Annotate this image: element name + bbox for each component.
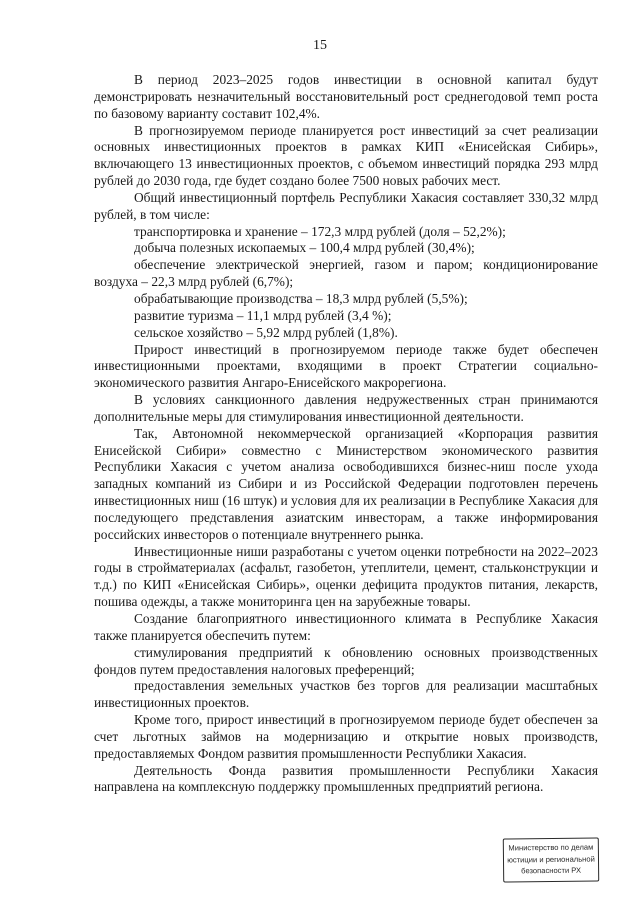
paragraph-portfolio-total: Общий инвестиционный портфель Республики Хакасия составляет 330,32 млрд рублей, в том числе: bbox=[94, 189, 598, 222]
paragraph-sanctions: В условиях санкционного давления недружественных стран принимаются дополнительные меры для стимулирования инвестиционной деятельности. bbox=[94, 392, 598, 424]
stamp-line-2: юстиции и региональной bbox=[507, 854, 595, 864]
list-item-agriculture: сельское хозяйство – 5,92 млрд рублей (1,8%). bbox=[134, 324, 398, 340]
list-item-manufacturing: обрабатывающие производства – 18,3 млрд рублей (5,5%); bbox=[134, 290, 468, 306]
paragraph-macroregion-strategy: Прирост инвестиций в прогнозируемом периоде также будет обеспечен инвестиционными проектами, входящими в проект Стратегии социально-экономического развития Ангаро-Енисейского макрорегиона. bbox=[94, 341, 598, 391]
paragraph-climate: Создание благоприятного инвестиционного климата в Республике Хакасия также планируется обеспечить путем: bbox=[94, 611, 598, 643]
paragraph-investment-growth: В период 2023–2025 годов инвестиции в основной капитал будут демонстрировать незначительный восстановительный рост среднегодовой темп роста по базовому варианту составит 102,4%. bbox=[94, 72, 598, 121]
page-number: 15 bbox=[313, 38, 327, 53]
list-item-energy: обеспечение электрической энергией, газом и паром; кондиционирование воздуха – 22,3 млрд рублей (6,7%); bbox=[94, 257, 598, 290]
paragraph-fund-activity: Деятельность Фонда развития промышленности Республики Хакасия направлена на комплексную поддержку промышленных предприятий региона. bbox=[94, 762, 598, 795]
ministry-stamp bbox=[503, 837, 599, 882]
list-item-tourism: развитие туризма – 11,1 млрд рублей (3,4 %); bbox=[134, 307, 392, 323]
document-body bbox=[94, 72, 598, 796]
paragraph-preferential-loans: Кроме того, прирост инвестиций в прогнозируемом периоде будет обеспечен за счет льготных займов на модернизацию и открытие новых производств, предоставляемых Фондом развития промышленности Республики Хакасия. bbox=[94, 712, 598, 761]
stamp-line-3: безопасности РХ bbox=[521, 865, 582, 876]
list-item-mining: добыча полезных ископаемых – 100,4 млрд рублей (30,4%); bbox=[134, 240, 475, 256]
stamp-line-1: Министерство по делам bbox=[508, 842, 594, 853]
list-item-land-plots: предоставления земельных участков без торгов для реализации масштабных инвестиционных проектов. bbox=[94, 678, 598, 711]
list-item-tax-preferences: стимулирования предприятий к обновлению основных производственных фондов путем предоставления налоговых преференций; bbox=[94, 644, 598, 677]
list-item-transport: транспортировка и хранение – 172,3 млрд рублей (доля – 52,2%); bbox=[134, 223, 506, 239]
paragraph-kip-projects: В прогнозируемом периоде планируется рост инвестиций за счет реализации основных инвестиционных проектов в рамках КИП «Енисейская Сибирь», включающего 13 инвестиционных проектов, с объемом инвестиций порядка 293 млрд рублей до 2030 года, где будет создано более 7500 новых рабочих мест. bbox=[94, 122, 598, 189]
paragraph-corporation: Так, Автономной некоммерческой организацией «Корпорация развития Енисейской Сибири» совместно с Министерством экономического развития Республики Хакасия с учетом анализа освободившихся бизнес-ниш после ухода западных компаний из Сибири и из Российской Федерации подготовлен перечень инвестиционных ниш (16 штук) и условия для их реализации в Республике Хакасия для последующего представления азиатским инвесторам, а также информирования российских инвесторов о потенциале внутреннего рынка. bbox=[94, 425, 598, 542]
paragraph-investment-niches: Инвестиционные ниши разработаны с учетом оценки потребности на 2022–2023 годы в стройматериалах (асфальт, газобетон, утеплители, цемент, стальконструкции и т.д.) по КИП «Енисейская Сибирь», оценки дефицита продуктов питания, лекарств, пошива одежды, а также мониторинга цен на зарубежные товары. bbox=[94, 543, 598, 610]
